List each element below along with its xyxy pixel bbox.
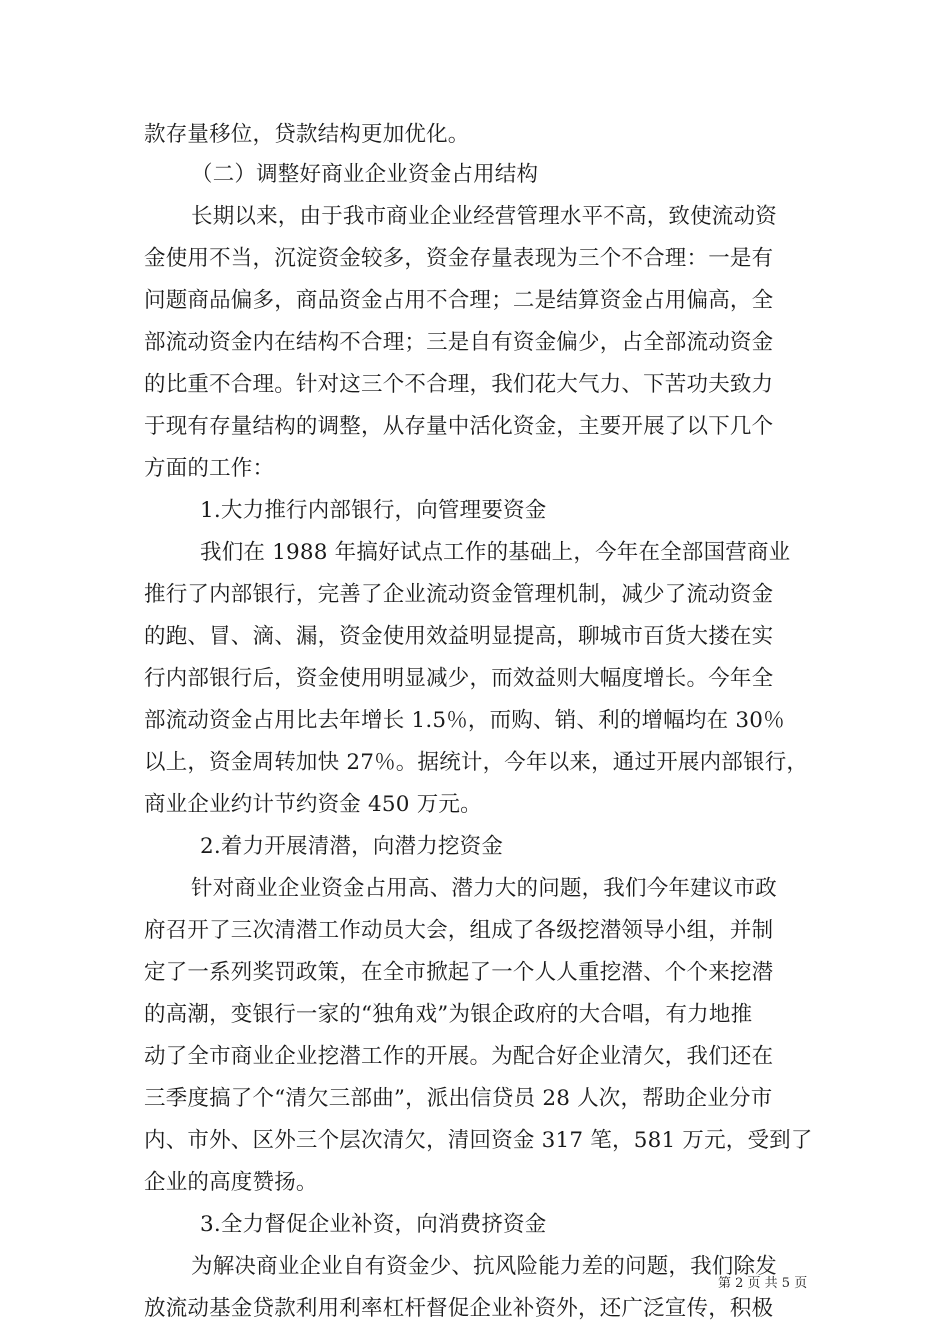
paragraph-line: 以上，资金周转加快 27％。据统计，今年以来，通过开展内部银行， — [144, 750, 809, 775]
paragraph-line: 行内部银行后，资金使用明显减少，而效益则大幅度增长。今年全 — [144, 666, 774, 691]
paragraph-line: 内、市外、区外三个层次清欠，清回资金 317 笔，581 万元，受到了 — [144, 1128, 813, 1153]
paragraph-line: 定了一系列奖罚政策，在全市掀起了一个人人重挖潜、个个来挖潜 — [144, 960, 774, 985]
section-heading: （二）调整好商业企业资金占用结构 — [191, 162, 539, 187]
paragraph-line: 为解决商业企业自有资金少、抗风险能力差的问题，我们除发 — [191, 1254, 777, 1279]
paragraph-line: 动了全市商业企业挖潜工作的开展。为配合好企业清欠，我们还在 — [144, 1044, 774, 1069]
paragraph-line: 企业的高度赞扬。 — [144, 1170, 318, 1195]
paragraph-line: 三季度搞了个“清欠三部曲”，派出信贷员 28 人次，帮助企业分市 — [144, 1086, 773, 1111]
paragraph-line: 部流动资金内在结构不合理；三是自有资金偏少，占全部流动资金 — [144, 330, 774, 355]
subsection-heading: 1.大力推行内部银行，向管理要资金 — [200, 498, 547, 523]
paragraph-line: 方面的工作： — [144, 456, 275, 481]
paragraph-line: 放流动基金贷款利用利率杠杆督促企业补资外，还广泛宣传，积极 — [144, 1296, 774, 1321]
paragraph-line: 款存量移位，贷款结构更加优化。 — [144, 122, 470, 147]
paragraph-line: 推行了内部银行，完善了企业流动资金管理机制，减少了流动资金 — [144, 582, 774, 607]
paragraph-line: 问题商品偏多，商品资金占用不合理；二是结算资金占用偏高，全 — [144, 288, 774, 313]
paragraph-line: 我们在 1988 年搞好试点工作的基础上，今年在全部国营商业 — [200, 540, 791, 565]
subsection-heading: 2.着力开展清潜，向潜力挖资金 — [200, 834, 504, 859]
paragraph-line: 部流动资金占用比去年增长 1.5％，而购、销、利的增幅均在 30％ — [144, 708, 785, 733]
page-footer: 第 2 页 共 5 页 — [718, 1276, 808, 1291]
paragraph-line: 商业企业约计节约资金 450 万元。 — [144, 792, 482, 817]
paragraph-line: 的比重不合理。针对这三个不合理，我们花大气力、下苦功夫致力 — [144, 372, 774, 397]
paragraph-line: 长期以来，由于我市商业企业经营管理水平不高，致使流动资 — [191, 204, 777, 229]
paragraph-line: 府召开了三次清潜工作动员大会，组成了各级挖潜领导小组，并制 — [144, 918, 774, 943]
paragraph-line: 于现有存量结构的调整，从存量中活化资金，主要开展了以下几个 — [144, 414, 774, 439]
paragraph-line: 的高潮，变银行一家的“独角戏”为银企政府的大合唱，有力地推 — [144, 1002, 753, 1027]
paragraph-line: 的跑、冒、滴、漏，资金使用效益明显提高，聊城市百货大搂在实 — [144, 624, 774, 649]
paragraph-line: 金使用不当，沉淀资金较多，资金存量表现为三个不合理：一是有 — [144, 246, 774, 271]
subsection-heading: 3.全力督促企业补资，向消费挤资金 — [200, 1212, 547, 1237]
paragraph-line: 针对商业企业资金占用高、潜力大的问题，我们今年建议市政 — [191, 876, 777, 901]
